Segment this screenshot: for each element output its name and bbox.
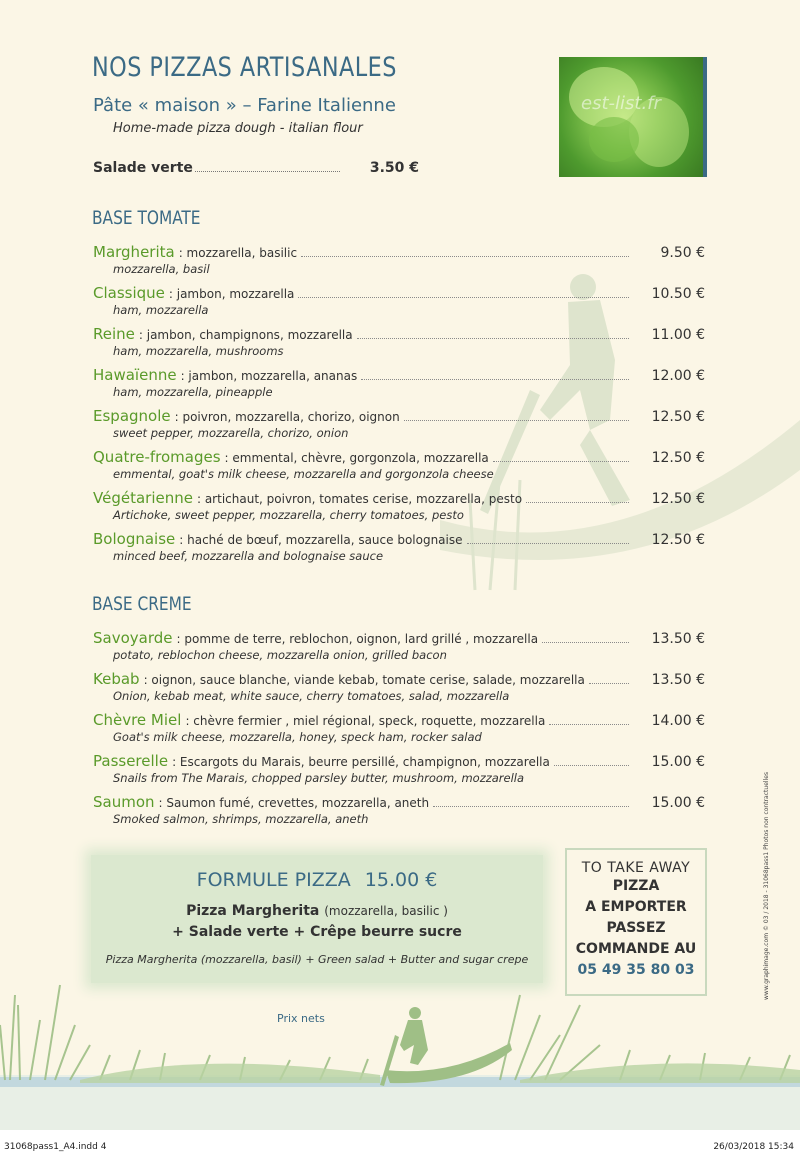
menu-item-name: Hawaïenne <box>93 366 177 384</box>
menu-item-name: Reine <box>93 325 135 343</box>
menu-item-name: Saumon <box>93 793 155 811</box>
menu-item <box>93 243 705 276</box>
formule-title: FORMULE PIZZA <box>196 869 351 891</box>
takeaway-phone[interactable]: 05 49 35 80 03 <box>577 962 695 978</box>
menu-item-price: 11.00 € <box>651 327 705 343</box>
menu-item <box>93 793 705 826</box>
menu-item <box>93 284 705 317</box>
menu-item-price: 9.50 € <box>660 245 705 261</box>
menu-item <box>93 489 705 522</box>
menu-item-english: emmental, goat's milk cheese, mozzarella and gorgonzola cheese <box>113 467 494 481</box>
menu-item <box>93 366 705 399</box>
marsh-landscape-illustration <box>0 965 800 1130</box>
dotted-leader <box>526 502 629 503</box>
dotted-leader <box>589 683 629 684</box>
side-credits: www.graphimage.com © 03 / 2018 - 31068pass1 Photos non contractuelles <box>763 771 770 1000</box>
menu-item-price: 15.00 € <box>651 795 705 811</box>
menu-item-name: Classique <box>93 284 165 302</box>
menu-item <box>93 752 705 785</box>
menu-item-name: Quatre-fromages <box>93 448 221 466</box>
section-title-base-creme: BASE CREME <box>92 593 192 615</box>
menu-item-row <box>93 325 705 343</box>
menu-item-english: ham, mozzarella, mushrooms <box>113 344 284 358</box>
formule-line2: + Salade verte + Crêpe beurre sucre <box>172 924 462 940</box>
salad-name: Salade verte <box>93 160 193 176</box>
salad-price: 3.50 € <box>369 160 419 176</box>
menu-item-ingredients: : pomme de terre, reblochon, oignon, lard grillé , mozzarella <box>176 632 539 646</box>
dotted-leader <box>542 642 629 643</box>
menu-item-english: Snails from The Marais, chopped parsley butter, mushroom, mozzarella <box>113 771 525 785</box>
menu-item-ingredients: : Saumon fumé, crevettes, mozzarella, aneth <box>158 796 430 810</box>
menu-item-name: Chèvre Miel <box>93 711 182 729</box>
menu-item-row <box>93 670 705 688</box>
menu-item <box>93 407 705 440</box>
menu-item <box>93 530 705 563</box>
menu-item-english: potato, reblochon cheese, mozzarella onion, grilled bacon <box>113 648 447 662</box>
dotted-leader <box>493 461 629 462</box>
prix-nets-note: Prix nets <box>277 1012 325 1025</box>
menu-item-ingredients: : artichaut, poivron, tomates cerise, mozzarella, pesto <box>196 492 523 506</box>
menu-item-name: Passerelle <box>93 752 169 770</box>
menu-item-ingredients: : jambon, mozzarella <box>168 287 295 301</box>
print-slug-left: 31068pass1_A4.indd 4 <box>4 1142 107 1152</box>
takeaway-line5: COMMANDE AU <box>575 941 697 957</box>
formule-title-line <box>91 869 543 891</box>
menu-item-row <box>93 711 705 729</box>
menu-item-ingredients: : Escargots du Marais, beurre persillé, champignon, mozzarella <box>172 755 550 769</box>
print-slug-right: 26/03/2018 15:34 <box>713 1142 794 1152</box>
menu-item <box>93 670 705 703</box>
salad-photo <box>559 57 707 177</box>
formule-line1-detail: (mozzarella, basilic ) <box>324 904 448 918</box>
menu-item-row <box>93 448 705 466</box>
menu-item-price: 12.00 € <box>651 368 705 384</box>
menu-item-row <box>93 530 705 548</box>
dotted-leader <box>433 806 629 807</box>
menu-item-price: 13.50 € <box>651 631 705 647</box>
menu-item-english: Goat's milk cheese, mozzarella, honey, speck ham, rocker salad <box>113 730 482 744</box>
menu-item-row <box>93 284 705 302</box>
menu-item-english: Smoked salmon, shrimps, mozzarella, aneth <box>113 812 369 826</box>
menu-item-price: 14.00 € <box>651 713 705 729</box>
menu-item-price: 12.50 € <box>651 532 705 548</box>
formule-line1: Pizza Margherita <box>186 903 320 919</box>
page-title: NOS PIZZAS ARTISANALES <box>92 52 397 83</box>
dotted-leader <box>301 256 629 257</box>
menu-item-row <box>93 243 705 261</box>
menu-item-ingredients: : mozzarella, basilic <box>178 246 298 260</box>
menu-item-ingredients: : emmental, chèvre, gorgonzola, mozzarella <box>224 451 489 465</box>
dotted-leader <box>404 420 629 421</box>
menu-item-english: ham, mozzarella <box>113 303 209 317</box>
menu-item-row <box>93 407 705 425</box>
menu-item-ingredients: : chèvre fermier , miel régional, speck, roquette, mozzarella <box>185 714 546 728</box>
menu-item-price: 12.50 € <box>651 450 705 466</box>
dotted-leader <box>298 297 629 298</box>
salad-line <box>93 160 419 176</box>
menu-item-row <box>93 629 705 647</box>
menu-item-english: minced beef, mozzarella and bolognaise sauce <box>113 549 384 563</box>
menu-item-english: Artichoke, sweet pepper, mozzarella, cherry tomatoes, pesto <box>113 508 464 522</box>
dotted-leader <box>549 724 629 725</box>
menu-item <box>93 711 705 744</box>
menu-item-ingredients: : haché de bœuf, mozzarella, sauce bolognaise <box>179 533 463 547</box>
takeaway-line3: A EMPORTER <box>585 899 687 915</box>
dotted-leader <box>357 338 629 339</box>
menu-item-ingredients: : oignon, sauce blanche, viande kebab, tomate cerise, salade, mozzarella <box>143 673 585 687</box>
formule-description <box>91 901 543 943</box>
page-subtitle: Pâte « maison » – Farine Italienne <box>93 95 396 116</box>
menu-item-english: sweet pepper, mozzarella, chorizo, onion <box>113 426 349 440</box>
dotted-leader <box>467 543 629 544</box>
menu-item-name: Margherita <box>93 243 175 261</box>
menu-item-ingredients: : jambon, champignons, mozzarella <box>138 328 353 342</box>
menu-item-english: Onion, kebab meat, white sauce, cherry tomatoes, salad, mozzarella <box>113 689 510 703</box>
menu-item-price: 12.50 € <box>651 409 705 425</box>
menu-item-row <box>93 752 705 770</box>
menu-item-row <box>93 793 705 811</box>
menu-item <box>93 448 705 481</box>
menu-item-row <box>93 366 705 384</box>
menu-item-english: ham, mozzarella, pineapple <box>113 385 273 399</box>
formule-pizza-box <box>91 855 543 983</box>
formule-english: Pizza Margherita (mozzarella, basil) + Green salad + Butter and sugar crepe <box>105 953 529 966</box>
menu-item-english: mozzarella, basil <box>113 262 210 276</box>
takeaway-line1: TO TAKE AWAY <box>581 860 691 876</box>
dotted-leader <box>195 171 340 172</box>
menu-item <box>93 325 705 358</box>
menu-item-name: Espagnole <box>93 407 171 425</box>
formule-price: 15.00 € <box>364 869 438 891</box>
menu-item-row <box>93 489 705 507</box>
photo-watermark: est-list.fr <box>581 93 661 114</box>
menu-item-name: Bolognaise <box>93 530 176 548</box>
menu-item-name: Kebab <box>93 670 140 688</box>
menu-item-ingredients: : poivron, mozzarella, chorizo, oignon <box>174 410 400 424</box>
page-subtitle-english: Home-made pizza dough - italian flour <box>113 121 363 136</box>
menu-item-price: 12.50 € <box>651 491 705 507</box>
takeaway-line2: PIZZA <box>612 878 660 894</box>
menu-item-ingredients: : jambon, mozzarella, ananas <box>180 369 358 383</box>
dotted-leader <box>554 765 629 766</box>
menu-item-price: 15.00 € <box>651 754 705 770</box>
section-title-base-tomate: BASE TOMATE <box>92 207 201 229</box>
dotted-leader <box>361 379 629 380</box>
menu-item-price: 13.50 € <box>651 672 705 688</box>
menu-item-price: 10.50 € <box>651 286 705 302</box>
menu-item <box>93 629 705 662</box>
menu-item-name: Savoyarde <box>93 629 173 647</box>
takeaway-line4: PASSEZ <box>606 920 666 936</box>
menu-item-name: Végétarienne <box>93 489 193 507</box>
